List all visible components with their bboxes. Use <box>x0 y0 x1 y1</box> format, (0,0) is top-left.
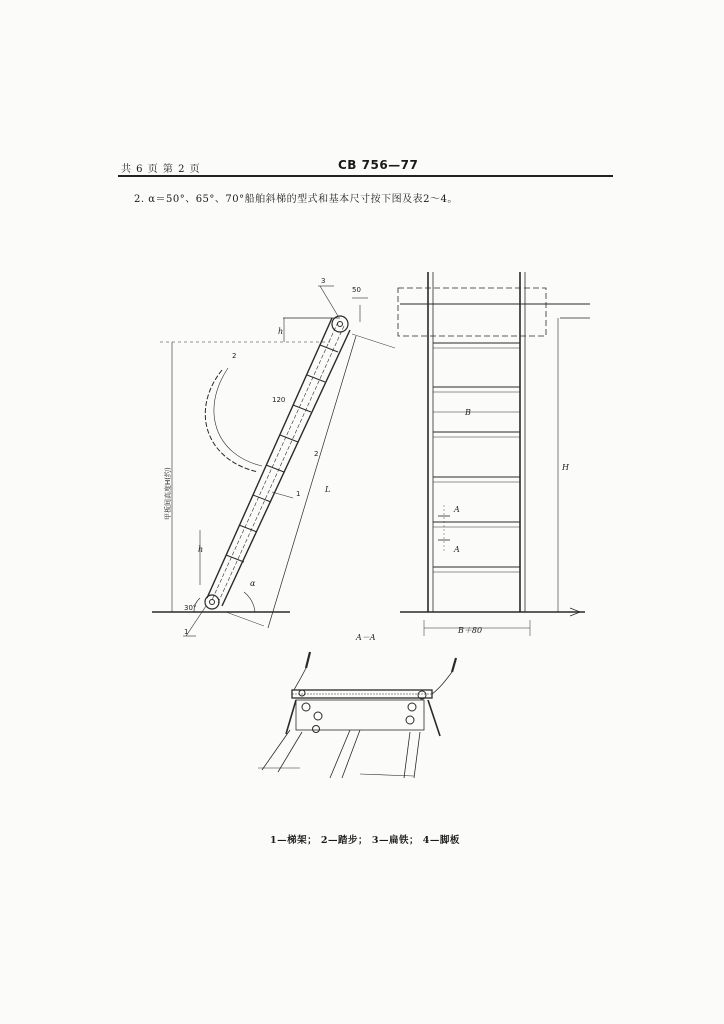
callout-2: 2 <box>232 352 237 360</box>
dim-h-top: h <box>278 327 284 336</box>
dim-L: L <box>325 485 331 494</box>
dim-50: 50 <box>352 286 361 294</box>
height-label: 甲板间高度H(约) <box>164 467 172 520</box>
dim-B-plus-80: B＋80 <box>458 626 483 635</box>
page-reference: 共 6 页 第 2 页 <box>121 164 201 175</box>
callout-1: 1 <box>184 628 189 636</box>
angle-alpha: α <box>250 579 256 588</box>
dim-120: 120 <box>272 396 286 404</box>
section-title: A－A <box>356 633 376 642</box>
dim-H: H <box>562 463 569 472</box>
front-view <box>398 272 590 636</box>
figure-caption: 1—梯架； 2—踏步； 3—扁铁； 4—脚板 <box>270 835 460 846</box>
dim-h-side: h <box>198 545 204 554</box>
intro-paragraph: 2. α＝50°、65°、70°船舶斜梯的型式和基本尺寸按下图及表2～4。 <box>134 194 458 205</box>
section-mark-a-top: A <box>454 505 460 514</box>
callout-2b: 2 <box>314 450 319 458</box>
callout-3: 3 <box>321 277 326 285</box>
side-view <box>152 286 395 636</box>
section-a-a <box>258 652 456 778</box>
standard-number: CB 756—77 <box>338 158 419 172</box>
angle-30: 30° <box>184 604 197 612</box>
dim-B: B <box>465 408 471 417</box>
callout-1-mid: 1 <box>296 490 301 498</box>
section-mark-a-bottom: A <box>454 545 460 554</box>
